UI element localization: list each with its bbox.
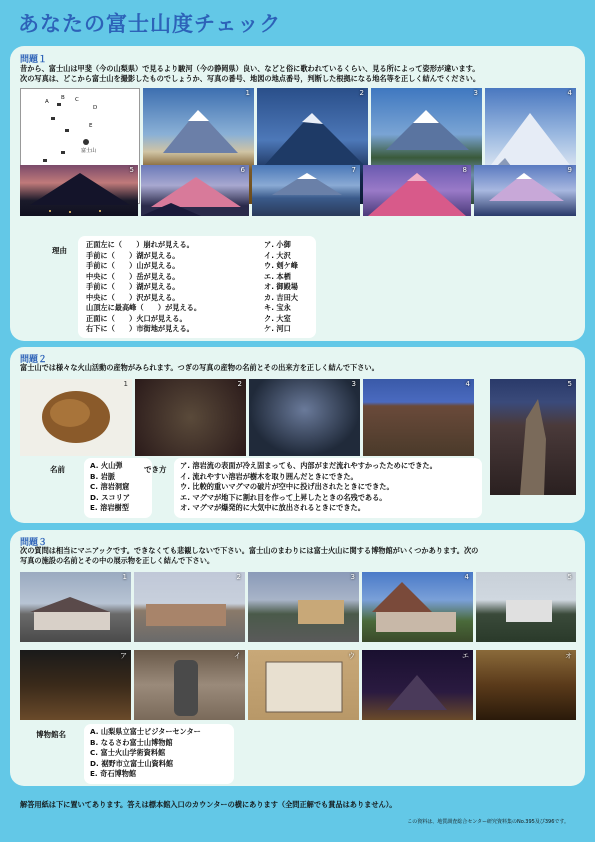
photo-number: 1 [245, 89, 250, 97]
places-list [264, 240, 298, 335]
place-item: ウ. 剣ケ峰 [264, 261, 298, 270]
place-item: オ. 御殿場 [264, 282, 298, 291]
product-name: C. 溶岩洞窟 [90, 482, 130, 491]
reason-item: 正面に（ ）火口が見える。 [86, 313, 187, 323]
map-point-b: B [61, 95, 65, 101]
museum-name: E. 奇石博物館 [90, 769, 137, 778]
question-1-panel [10, 46, 585, 341]
museum-photo-3 [248, 572, 359, 642]
question-1-text-line: 昔から、富士山は甲斐（今の山梨県）で見るより駿河（今の静岡県）良い、などと俗に歌われているくらい、見る所によって姿形が違います。 [20, 64, 480, 73]
photo-number: ア [120, 652, 127, 660]
museum-photo-2 [134, 572, 245, 642]
photo-number: 4 [567, 89, 572, 97]
photo-number: 4 [465, 380, 470, 388]
museum-name: C. 富士火山学術資料館 [90, 748, 166, 757]
mount-fuji-photo-7 [252, 165, 360, 216]
museum-name: D. 裾野市立富士山資料館 [90, 758, 174, 768]
formation-method: ア. 溶岩流の表面が冷え固まっても、内部がまだ流れやすかったためにできた。 [180, 461, 437, 470]
product-name: E. 溶岩樹型 [90, 503, 129, 512]
mount-fuji-photo-9 [474, 165, 576, 216]
map-point-c: C [75, 97, 79, 103]
museum-name-label: 博物館名 [36, 730, 66, 739]
question-1-text [20, 64, 576, 84]
mount-fuji-photo-6 [141, 165, 249, 216]
reason-item: 中央に（ ）岳が見える。 [86, 271, 180, 281]
question-3-text-line: 次の質問は相当にマニアックです。できなくても悲観しないで下さい。富士山のまわりには富士火山に関する博物館がいくつかあります。次の [20, 546, 479, 555]
map-point-e: E [89, 123, 93, 129]
volcanic-product-photo-4 [363, 379, 474, 456]
place-item: カ. 吉田大 [264, 292, 298, 302]
reason-item: 手前に（ ）湖が見える。 [86, 250, 180, 260]
method-label: でき方 [144, 465, 167, 474]
photo-number: 2 [237, 380, 242, 388]
question-1-text-line: 次の写真は、どこから富士山を撮影したものでしょうか、写真の番号、地図の地点番号，判断した根拠になる地名等を正しく結んでください。 [20, 74, 481, 83]
photo-number: エ [462, 652, 469, 660]
museum-photo-1 [20, 572, 131, 642]
place-item: ク. 大室 [264, 313, 291, 323]
reason-item: 山頂左に最高峰（ ）が見える。 [86, 303, 202, 312]
mount-fuji-photo-5 [20, 165, 138, 216]
photo-number: 7 [351, 166, 356, 174]
photo-number: 3 [350, 573, 355, 581]
museum-name: A. 山梨県立富士ビジターセンター [90, 727, 201, 736]
answer-note: 解答用紙は下に置いてあります。答えは標本館入口のカウンターの横にあります（全問正解でも賞品はありません）。 [20, 800, 397, 809]
reason-label: 理由 [52, 246, 67, 255]
photo-number: 9 [567, 166, 572, 174]
exhibit-photo-a [20, 650, 131, 720]
place-item: ア. 小御 [264, 240, 291, 249]
page-title: あなたの富士山度チェック [18, 12, 282, 36]
museum-photo-5 [476, 572, 576, 642]
photo-number: 5 [129, 166, 134, 174]
museum-photo-4 [362, 572, 473, 642]
photo-number: 3 [473, 89, 478, 97]
map-point-d: D [93, 105, 98, 111]
photo-number: 2 [236, 573, 241, 581]
exhibit-photo-e [362, 650, 473, 720]
reason-item: 手前に（ ）山が見える。 [86, 261, 180, 270]
photo-number: 4 [464, 573, 469, 581]
photo-number: 1 [123, 380, 128, 388]
volcanic-product-photo-3 [249, 379, 360, 456]
question-3-text [20, 546, 576, 566]
photo-number: オ [565, 652, 572, 660]
product-name: B. 岩脈 [90, 471, 116, 481]
reason-item: 右下に（ ）市街地が見える。 [86, 324, 194, 333]
exhibit-photo-o [476, 650, 576, 720]
map-center-label: 富士山 [81, 148, 97, 154]
photo-number: ウ [348, 652, 355, 660]
reasons-box [78, 236, 316, 338]
museums-box [84, 724, 234, 784]
photo-number: 5 [567, 380, 572, 388]
product-name: D. スコリア [90, 492, 130, 502]
question-2-panel [10, 347, 585, 523]
photo-number: 3 [351, 380, 356, 388]
exhibit-photo-u [248, 650, 359, 720]
place-item: キ. 宝永 [264, 303, 291, 312]
formation-method: エ. マグマが地下に割れ目を作って上昇したときの名残である。 [180, 492, 387, 502]
reasons-list [86, 240, 201, 335]
formation-method: オ. マグマが爆発的に大気中に放出されるときにできた。 [180, 503, 365, 512]
photo-number: イ [234, 652, 241, 660]
reason-item: 中央に（ ）沢が見える。 [86, 292, 180, 302]
exhibit-photo-i [134, 650, 245, 720]
mount-fuji-photo-8 [363, 165, 471, 216]
formation-method: ウ. 比較的重いマグマの破片が空中に投げ出されたときにできた。 [180, 482, 394, 491]
photo-number: 8 [462, 166, 467, 174]
question-3-label: 問題３ [20, 538, 48, 548]
formation-method: イ. 流れやすい溶岩が樹木を取り囲んだときにできた。 [180, 471, 358, 481]
question-2-label: 問題２ [20, 355, 48, 365]
map-point-a: A [45, 99, 49, 105]
methods-box [174, 458, 482, 518]
volcanic-product-photo-1 [20, 379, 132, 456]
question-3-text-line: 写真の施設の名前とその中の展示物を正しく結んで下さい。 [20, 556, 215, 565]
names-box [84, 458, 152, 518]
place-item: エ. 本栖 [264, 271, 291, 281]
reason-item: 正面左に（ ）崩れが見える。 [86, 240, 194, 249]
photo-number: 5 [567, 573, 572, 581]
question-1-label: 問題１ [20, 55, 48, 65]
name-label: 名前 [50, 465, 65, 474]
reason-item: 手前に（ ）湖が見える。 [86, 282, 180, 291]
product-name: A. 火山弾 [90, 461, 123, 470]
question-3-panel [10, 530, 585, 786]
volcanic-product-photo-2 [135, 379, 246, 456]
museum-name: B. なるさわ富士山博物館 [90, 737, 173, 747]
place-item: イ. 大沢 [264, 250, 291, 260]
volcanic-product-photo-5 [490, 379, 576, 495]
photo-number: 6 [240, 166, 245, 174]
place-item: ケ. 河口 [264, 324, 291, 333]
photo-number: 1 [122, 573, 127, 581]
photo-number: 2 [359, 89, 364, 97]
question-2-text: 富士山では様々な火山活動の産物がみられます。つぎの写真の産物の名前とその出来方を正しく結んで下さい。 [20, 363, 379, 372]
source-note: この資料は、地質調査総合センター研究資料集のNo.395及び396です。 [407, 819, 569, 825]
